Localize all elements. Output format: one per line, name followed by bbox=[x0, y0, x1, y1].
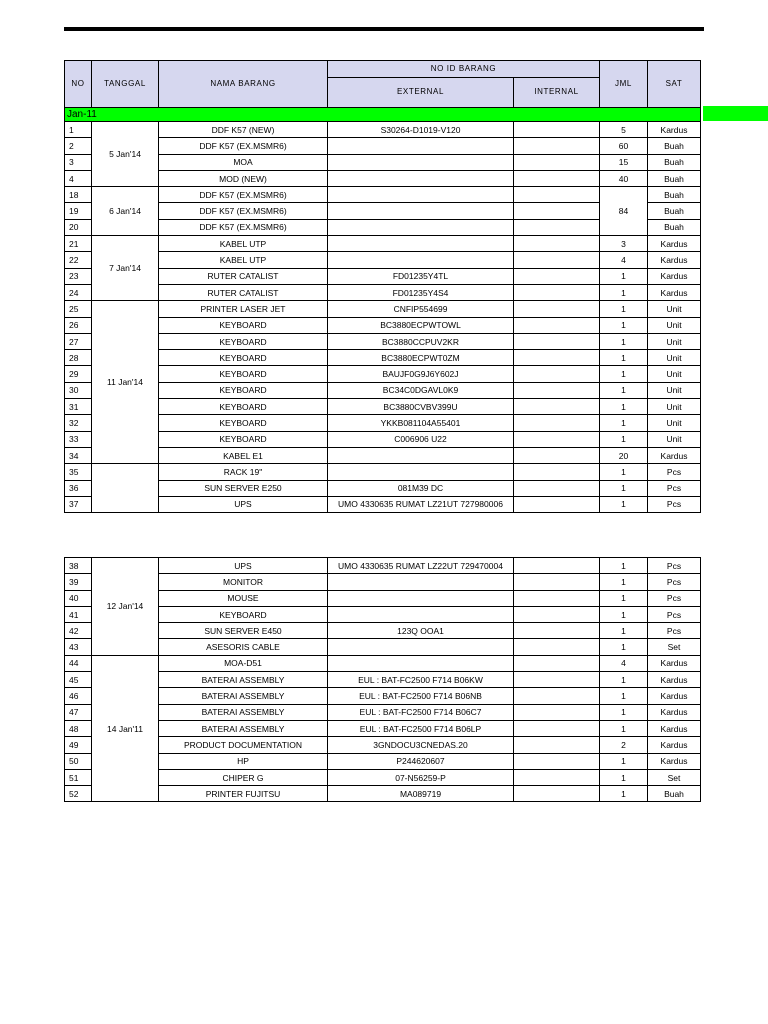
unit: Pcs bbox=[648, 464, 701, 480]
item-name: DDF K57 (EX.MSMR6) bbox=[159, 203, 328, 219]
internal-id bbox=[514, 382, 600, 398]
table-row bbox=[65, 737, 701, 753]
internal-id bbox=[514, 301, 600, 317]
table-row bbox=[65, 284, 701, 300]
item-name: DDF K57 (EX.MSMR6) bbox=[159, 219, 328, 235]
quantity: 1 bbox=[600, 720, 648, 736]
unit: Buah bbox=[648, 170, 701, 186]
unit: Pcs bbox=[648, 590, 701, 606]
external-id: UMO 4330635 RUMAT LZ22UT 729470004 bbox=[328, 558, 514, 574]
external-id: EUL : BAT-FC2500 F714 B06NB bbox=[328, 688, 514, 704]
top-rule bbox=[64, 27, 704, 31]
header-internal: INTERNAL bbox=[514, 77, 600, 107]
item-name: UPS bbox=[159, 496, 328, 512]
unit: Kardus bbox=[648, 737, 701, 753]
row-number: 20 bbox=[65, 219, 92, 235]
internal-id bbox=[514, 590, 600, 606]
row-number: 43 bbox=[65, 639, 92, 655]
quantity: 1 bbox=[600, 350, 648, 366]
item-name: BATERAI ASSEMBLY bbox=[159, 672, 328, 688]
unit: Unit bbox=[648, 366, 701, 382]
external-id bbox=[328, 590, 514, 606]
row-number: 30 bbox=[65, 382, 92, 398]
row-number: 32 bbox=[65, 415, 92, 431]
table-row bbox=[65, 350, 701, 366]
table-row bbox=[65, 268, 701, 284]
unit: Kardus bbox=[648, 753, 701, 769]
quantity: 1 bbox=[600, 623, 648, 639]
row-number: 48 bbox=[65, 720, 92, 736]
quantity: 84 bbox=[600, 187, 648, 236]
quantity: 1 bbox=[600, 590, 648, 606]
table-row bbox=[65, 170, 701, 186]
table-row bbox=[65, 672, 701, 688]
row-date: 12 Jan'14 bbox=[92, 558, 159, 656]
external-id: BAUJF0G9J6Y602J bbox=[328, 366, 514, 382]
row-date: 6 Jan'14 bbox=[92, 187, 159, 236]
table-row bbox=[65, 590, 701, 606]
item-name: KABEL UTP bbox=[159, 236, 328, 252]
item-name: MOD (NEW) bbox=[159, 170, 328, 186]
internal-id bbox=[514, 187, 600, 203]
external-id bbox=[328, 236, 514, 252]
item-name: KEYBOARD bbox=[159, 333, 328, 349]
item-name: KEYBOARD bbox=[159, 382, 328, 398]
table-row bbox=[65, 688, 701, 704]
table-row bbox=[65, 415, 701, 431]
row-number: 47 bbox=[65, 704, 92, 720]
unit: Kardus bbox=[648, 122, 701, 138]
item-name: SUN SERVER E450 bbox=[159, 623, 328, 639]
internal-id bbox=[514, 786, 600, 802]
quantity: 20 bbox=[600, 447, 648, 463]
external-id: CNFIP554699 bbox=[328, 301, 514, 317]
row-number: 28 bbox=[65, 350, 92, 366]
unit: Kardus bbox=[648, 655, 701, 671]
internal-id bbox=[514, 350, 600, 366]
item-name: RUTER CATALIST bbox=[159, 268, 328, 284]
internal-id bbox=[514, 366, 600, 382]
table-row bbox=[65, 122, 701, 138]
row-number: 51 bbox=[65, 769, 92, 785]
unit: Pcs bbox=[648, 480, 701, 496]
external-id: 3GNDOCU3CNEDAS.20 bbox=[328, 737, 514, 753]
table-row bbox=[65, 317, 701, 333]
row-date bbox=[92, 464, 159, 513]
row-number: 34 bbox=[65, 447, 92, 463]
item-name: PRINTER LASER JET bbox=[159, 301, 328, 317]
row-number: 27 bbox=[65, 333, 92, 349]
unit: Buah bbox=[648, 786, 701, 802]
header-jml: JML bbox=[600, 61, 648, 108]
quantity: 1 bbox=[600, 415, 648, 431]
table-row bbox=[65, 399, 701, 415]
row-number: 22 bbox=[65, 252, 92, 268]
item-name: KEYBOARD bbox=[159, 399, 328, 415]
inventory-table-1 bbox=[64, 60, 701, 513]
internal-id bbox=[514, 672, 600, 688]
table-row bbox=[65, 138, 701, 154]
external-id bbox=[328, 252, 514, 268]
table-row bbox=[65, 431, 701, 447]
quantity: 1 bbox=[600, 496, 648, 512]
quantity: 1 bbox=[600, 382, 648, 398]
row-number: 35 bbox=[65, 464, 92, 480]
external-id: P244620607 bbox=[328, 753, 514, 769]
row-number: 26 bbox=[65, 317, 92, 333]
item-name: MOA bbox=[159, 154, 328, 170]
row-number: 41 bbox=[65, 606, 92, 622]
quantity: 1 bbox=[600, 268, 648, 284]
quantity: 1 bbox=[600, 606, 648, 622]
header-external: EXTERNAL bbox=[328, 77, 514, 107]
table-row bbox=[65, 623, 701, 639]
external-id bbox=[328, 639, 514, 655]
external-id: EUL : BAT-FC2500 F714 B06LP bbox=[328, 720, 514, 736]
external-id: C006906 U22 bbox=[328, 431, 514, 447]
table-row bbox=[65, 154, 701, 170]
internal-id bbox=[514, 496, 600, 512]
item-name: KEYBOARD bbox=[159, 366, 328, 382]
external-id: FD01235Y4S4 bbox=[328, 284, 514, 300]
table-row bbox=[65, 574, 701, 590]
table-row bbox=[65, 639, 701, 655]
unit: Pcs bbox=[648, 623, 701, 639]
table-row bbox=[65, 301, 701, 317]
unit: Buah bbox=[648, 154, 701, 170]
external-id bbox=[328, 219, 514, 235]
internal-id bbox=[514, 333, 600, 349]
external-id: BC34C0DGAVL0K9 bbox=[328, 382, 514, 398]
row-number: 23 bbox=[65, 268, 92, 284]
quantity: 1 bbox=[600, 753, 648, 769]
item-name: KEYBOARD bbox=[159, 317, 328, 333]
quantity: 3 bbox=[600, 236, 648, 252]
unit: Pcs bbox=[648, 574, 701, 590]
quantity: 1 bbox=[600, 464, 648, 480]
internal-id bbox=[514, 252, 600, 268]
unit: Unit bbox=[648, 431, 701, 447]
external-id: YKKB081104A55401 bbox=[328, 415, 514, 431]
row-number: 40 bbox=[65, 590, 92, 606]
header-tanggal: TANGGAL bbox=[92, 61, 159, 108]
item-name: SUN SERVER E250 bbox=[159, 480, 328, 496]
header-no-id-barang: NO ID BARANG bbox=[328, 61, 600, 78]
unit: Buah bbox=[648, 187, 701, 203]
item-name: KABEL UTP bbox=[159, 252, 328, 268]
table-row bbox=[65, 187, 701, 203]
table-row bbox=[65, 496, 701, 512]
table-row bbox=[65, 447, 701, 463]
item-name: KABEL E1 bbox=[159, 447, 328, 463]
quantity: 1 bbox=[600, 704, 648, 720]
unit: Unit bbox=[648, 317, 701, 333]
internal-id bbox=[514, 558, 600, 574]
unit: Kardus bbox=[648, 688, 701, 704]
unit: Kardus bbox=[648, 704, 701, 720]
internal-id bbox=[514, 317, 600, 333]
quantity: 4 bbox=[600, 655, 648, 671]
quantity: 1 bbox=[600, 688, 648, 704]
row-number: 44 bbox=[65, 655, 92, 671]
quantity: 1 bbox=[600, 431, 648, 447]
internal-id bbox=[514, 431, 600, 447]
unit: Kardus bbox=[648, 268, 701, 284]
internal-id bbox=[514, 464, 600, 480]
internal-id bbox=[514, 399, 600, 415]
item-name: DDF K57 (EX.MSMR6) bbox=[159, 187, 328, 203]
internal-id bbox=[514, 655, 600, 671]
item-name: CHIPER G bbox=[159, 769, 328, 785]
quantity: 1 bbox=[600, 672, 648, 688]
month-band-row bbox=[65, 108, 701, 122]
internal-id bbox=[514, 284, 600, 300]
external-id bbox=[328, 447, 514, 463]
table-row bbox=[65, 236, 701, 252]
row-number: 3 bbox=[65, 154, 92, 170]
row-number: 25 bbox=[65, 301, 92, 317]
table-row bbox=[65, 769, 701, 785]
table-row bbox=[65, 753, 701, 769]
external-id: BC3880CVBV399U bbox=[328, 399, 514, 415]
internal-id bbox=[514, 606, 600, 622]
unit: Buah bbox=[648, 219, 701, 235]
table-row bbox=[65, 252, 701, 268]
row-number: 18 bbox=[65, 187, 92, 203]
row-number: 49 bbox=[65, 737, 92, 753]
unit: Pcs bbox=[648, 558, 701, 574]
table-row bbox=[65, 720, 701, 736]
internal-id bbox=[514, 737, 600, 753]
item-name: KEYBOARD bbox=[159, 415, 328, 431]
quantity: 1 bbox=[600, 333, 648, 349]
internal-id bbox=[514, 769, 600, 785]
row-number: 37 bbox=[65, 496, 92, 512]
external-id bbox=[328, 138, 514, 154]
unit: Kardus bbox=[648, 447, 701, 463]
row-number: 2 bbox=[65, 138, 92, 154]
unit: Pcs bbox=[648, 496, 701, 512]
quantity: 5 bbox=[600, 122, 648, 138]
table-row bbox=[65, 480, 701, 496]
item-name: KEYBOARD bbox=[159, 606, 328, 622]
item-name: DDF K57 (EX.MSMR6) bbox=[159, 138, 328, 154]
unit: Unit bbox=[648, 301, 701, 317]
external-id: S30264-D1019-V120 bbox=[328, 122, 514, 138]
unit: Kardus bbox=[648, 236, 701, 252]
external-id: BC3880ECPWT0ZM bbox=[328, 350, 514, 366]
item-name: RUTER CATALIST bbox=[159, 284, 328, 300]
table-header-row bbox=[65, 61, 701, 78]
unit: Unit bbox=[648, 382, 701, 398]
item-name: BATERAI ASSEMBLY bbox=[159, 704, 328, 720]
quantity: 1 bbox=[600, 301, 648, 317]
item-name: BATERAI ASSEMBLY bbox=[159, 720, 328, 736]
row-date: 14 Jan'11 bbox=[92, 655, 159, 802]
item-name: MONITOR bbox=[159, 574, 328, 590]
item-name: RACK 19" bbox=[159, 464, 328, 480]
row-number: 45 bbox=[65, 672, 92, 688]
unit: Kardus bbox=[648, 720, 701, 736]
external-id: MA089719 bbox=[328, 786, 514, 802]
table-row bbox=[65, 366, 701, 382]
internal-id bbox=[514, 236, 600, 252]
month-label: Jan-11 bbox=[65, 108, 701, 122]
table-row bbox=[65, 558, 701, 574]
unit: Pcs bbox=[648, 606, 701, 622]
item-name: KEYBOARD bbox=[159, 350, 328, 366]
unit: Unit bbox=[648, 415, 701, 431]
external-id bbox=[328, 170, 514, 186]
internal-id bbox=[514, 704, 600, 720]
internal-id bbox=[514, 623, 600, 639]
internal-id bbox=[514, 203, 600, 219]
quantity: 1 bbox=[600, 399, 648, 415]
item-name: PRINTER FUJITSU bbox=[159, 786, 328, 802]
quantity: 15 bbox=[600, 154, 648, 170]
item-name: DDF K57 (NEW) bbox=[159, 122, 328, 138]
unit: Set bbox=[648, 769, 701, 785]
table-row bbox=[65, 333, 701, 349]
row-number: 50 bbox=[65, 753, 92, 769]
internal-id bbox=[514, 447, 600, 463]
row-number: 19 bbox=[65, 203, 92, 219]
item-name: PRODUCT DOCUMENTATION bbox=[159, 737, 328, 753]
row-number: 24 bbox=[65, 284, 92, 300]
table-row bbox=[65, 655, 701, 671]
row-number: 46 bbox=[65, 688, 92, 704]
external-id: BC3880ECPWTOWL bbox=[328, 317, 514, 333]
row-number: 29 bbox=[65, 366, 92, 382]
unit: Set bbox=[648, 639, 701, 655]
header-nama-barang: NAMA BARANG bbox=[159, 61, 328, 108]
table-row bbox=[65, 382, 701, 398]
quantity: 60 bbox=[600, 138, 648, 154]
quantity: 1 bbox=[600, 786, 648, 802]
row-number: 33 bbox=[65, 431, 92, 447]
external-id bbox=[328, 203, 514, 219]
external-id bbox=[328, 464, 514, 480]
internal-id bbox=[514, 720, 600, 736]
internal-id bbox=[514, 170, 600, 186]
internal-id bbox=[514, 688, 600, 704]
internal-id bbox=[514, 268, 600, 284]
internal-id bbox=[514, 219, 600, 235]
external-id bbox=[328, 655, 514, 671]
row-number: 21 bbox=[65, 236, 92, 252]
unit: Kardus bbox=[648, 252, 701, 268]
external-id: EUL : BAT-FC2500 F714 B06KW bbox=[328, 672, 514, 688]
internal-id bbox=[514, 415, 600, 431]
external-id: 123Q OOA1 bbox=[328, 623, 514, 639]
quantity: 1 bbox=[600, 769, 648, 785]
external-id bbox=[328, 187, 514, 203]
month-band-extension bbox=[703, 106, 768, 121]
item-name: MOA-D51 bbox=[159, 655, 328, 671]
quantity: 1 bbox=[600, 317, 648, 333]
quantity: 1 bbox=[600, 639, 648, 655]
item-name: MOUSE bbox=[159, 590, 328, 606]
unit: Unit bbox=[648, 333, 701, 349]
row-date: 7 Jan'14 bbox=[92, 236, 159, 301]
row-number: 38 bbox=[65, 558, 92, 574]
unit: Unit bbox=[648, 350, 701, 366]
row-date: 11 Jan'14 bbox=[92, 301, 159, 464]
unit: Kardus bbox=[648, 672, 701, 688]
row-number: 42 bbox=[65, 623, 92, 639]
external-id: EUL : BAT-FC2500 F714 B06C7 bbox=[328, 704, 514, 720]
quantity: 1 bbox=[600, 558, 648, 574]
row-number: 31 bbox=[65, 399, 92, 415]
internal-id bbox=[514, 753, 600, 769]
unit: Unit bbox=[648, 399, 701, 415]
internal-id bbox=[514, 122, 600, 138]
internal-id bbox=[514, 138, 600, 154]
external-id: BC3880CCPUV2KR bbox=[328, 333, 514, 349]
quantity: 2 bbox=[600, 737, 648, 753]
unit: Kardus bbox=[648, 284, 701, 300]
item-name: HP bbox=[159, 753, 328, 769]
unit: Buah bbox=[648, 203, 701, 219]
header-sat: SAT bbox=[648, 61, 701, 108]
item-name: ASESORIS CABLE bbox=[159, 639, 328, 655]
quantity: 1 bbox=[600, 574, 648, 590]
quantity: 1 bbox=[600, 480, 648, 496]
header-no: NO bbox=[65, 61, 92, 108]
external-id: 07-N56259-P bbox=[328, 769, 514, 785]
external-id bbox=[328, 574, 514, 590]
internal-id bbox=[514, 574, 600, 590]
table-row bbox=[65, 704, 701, 720]
external-id bbox=[328, 154, 514, 170]
quantity: 4 bbox=[600, 252, 648, 268]
quantity: 1 bbox=[600, 366, 648, 382]
item-name: UPS bbox=[159, 558, 328, 574]
internal-id bbox=[514, 639, 600, 655]
row-date: 5 Jan'14 bbox=[92, 122, 159, 187]
item-name: KEYBOARD bbox=[159, 431, 328, 447]
item-name: BATERAI ASSEMBLY bbox=[159, 688, 328, 704]
external-id: FD01235Y4TL bbox=[328, 268, 514, 284]
internal-id bbox=[514, 480, 600, 496]
quantity: 1 bbox=[600, 284, 648, 300]
row-number: 52 bbox=[65, 786, 92, 802]
row-number: 39 bbox=[65, 574, 92, 590]
table-row bbox=[65, 606, 701, 622]
row-number: 36 bbox=[65, 480, 92, 496]
row-number: 1 bbox=[65, 122, 92, 138]
row-number: 4 bbox=[65, 170, 92, 186]
internal-id bbox=[514, 154, 600, 170]
inventory-table-2 bbox=[64, 557, 701, 802]
unit: Buah bbox=[648, 138, 701, 154]
external-id: 081M39 DC bbox=[328, 480, 514, 496]
quantity: 40 bbox=[600, 170, 648, 186]
external-id: UMO 4330635 RUMAT LZ21UT 727980006 bbox=[328, 496, 514, 512]
external-id bbox=[328, 606, 514, 622]
table-row bbox=[65, 786, 701, 802]
table-row bbox=[65, 464, 701, 480]
